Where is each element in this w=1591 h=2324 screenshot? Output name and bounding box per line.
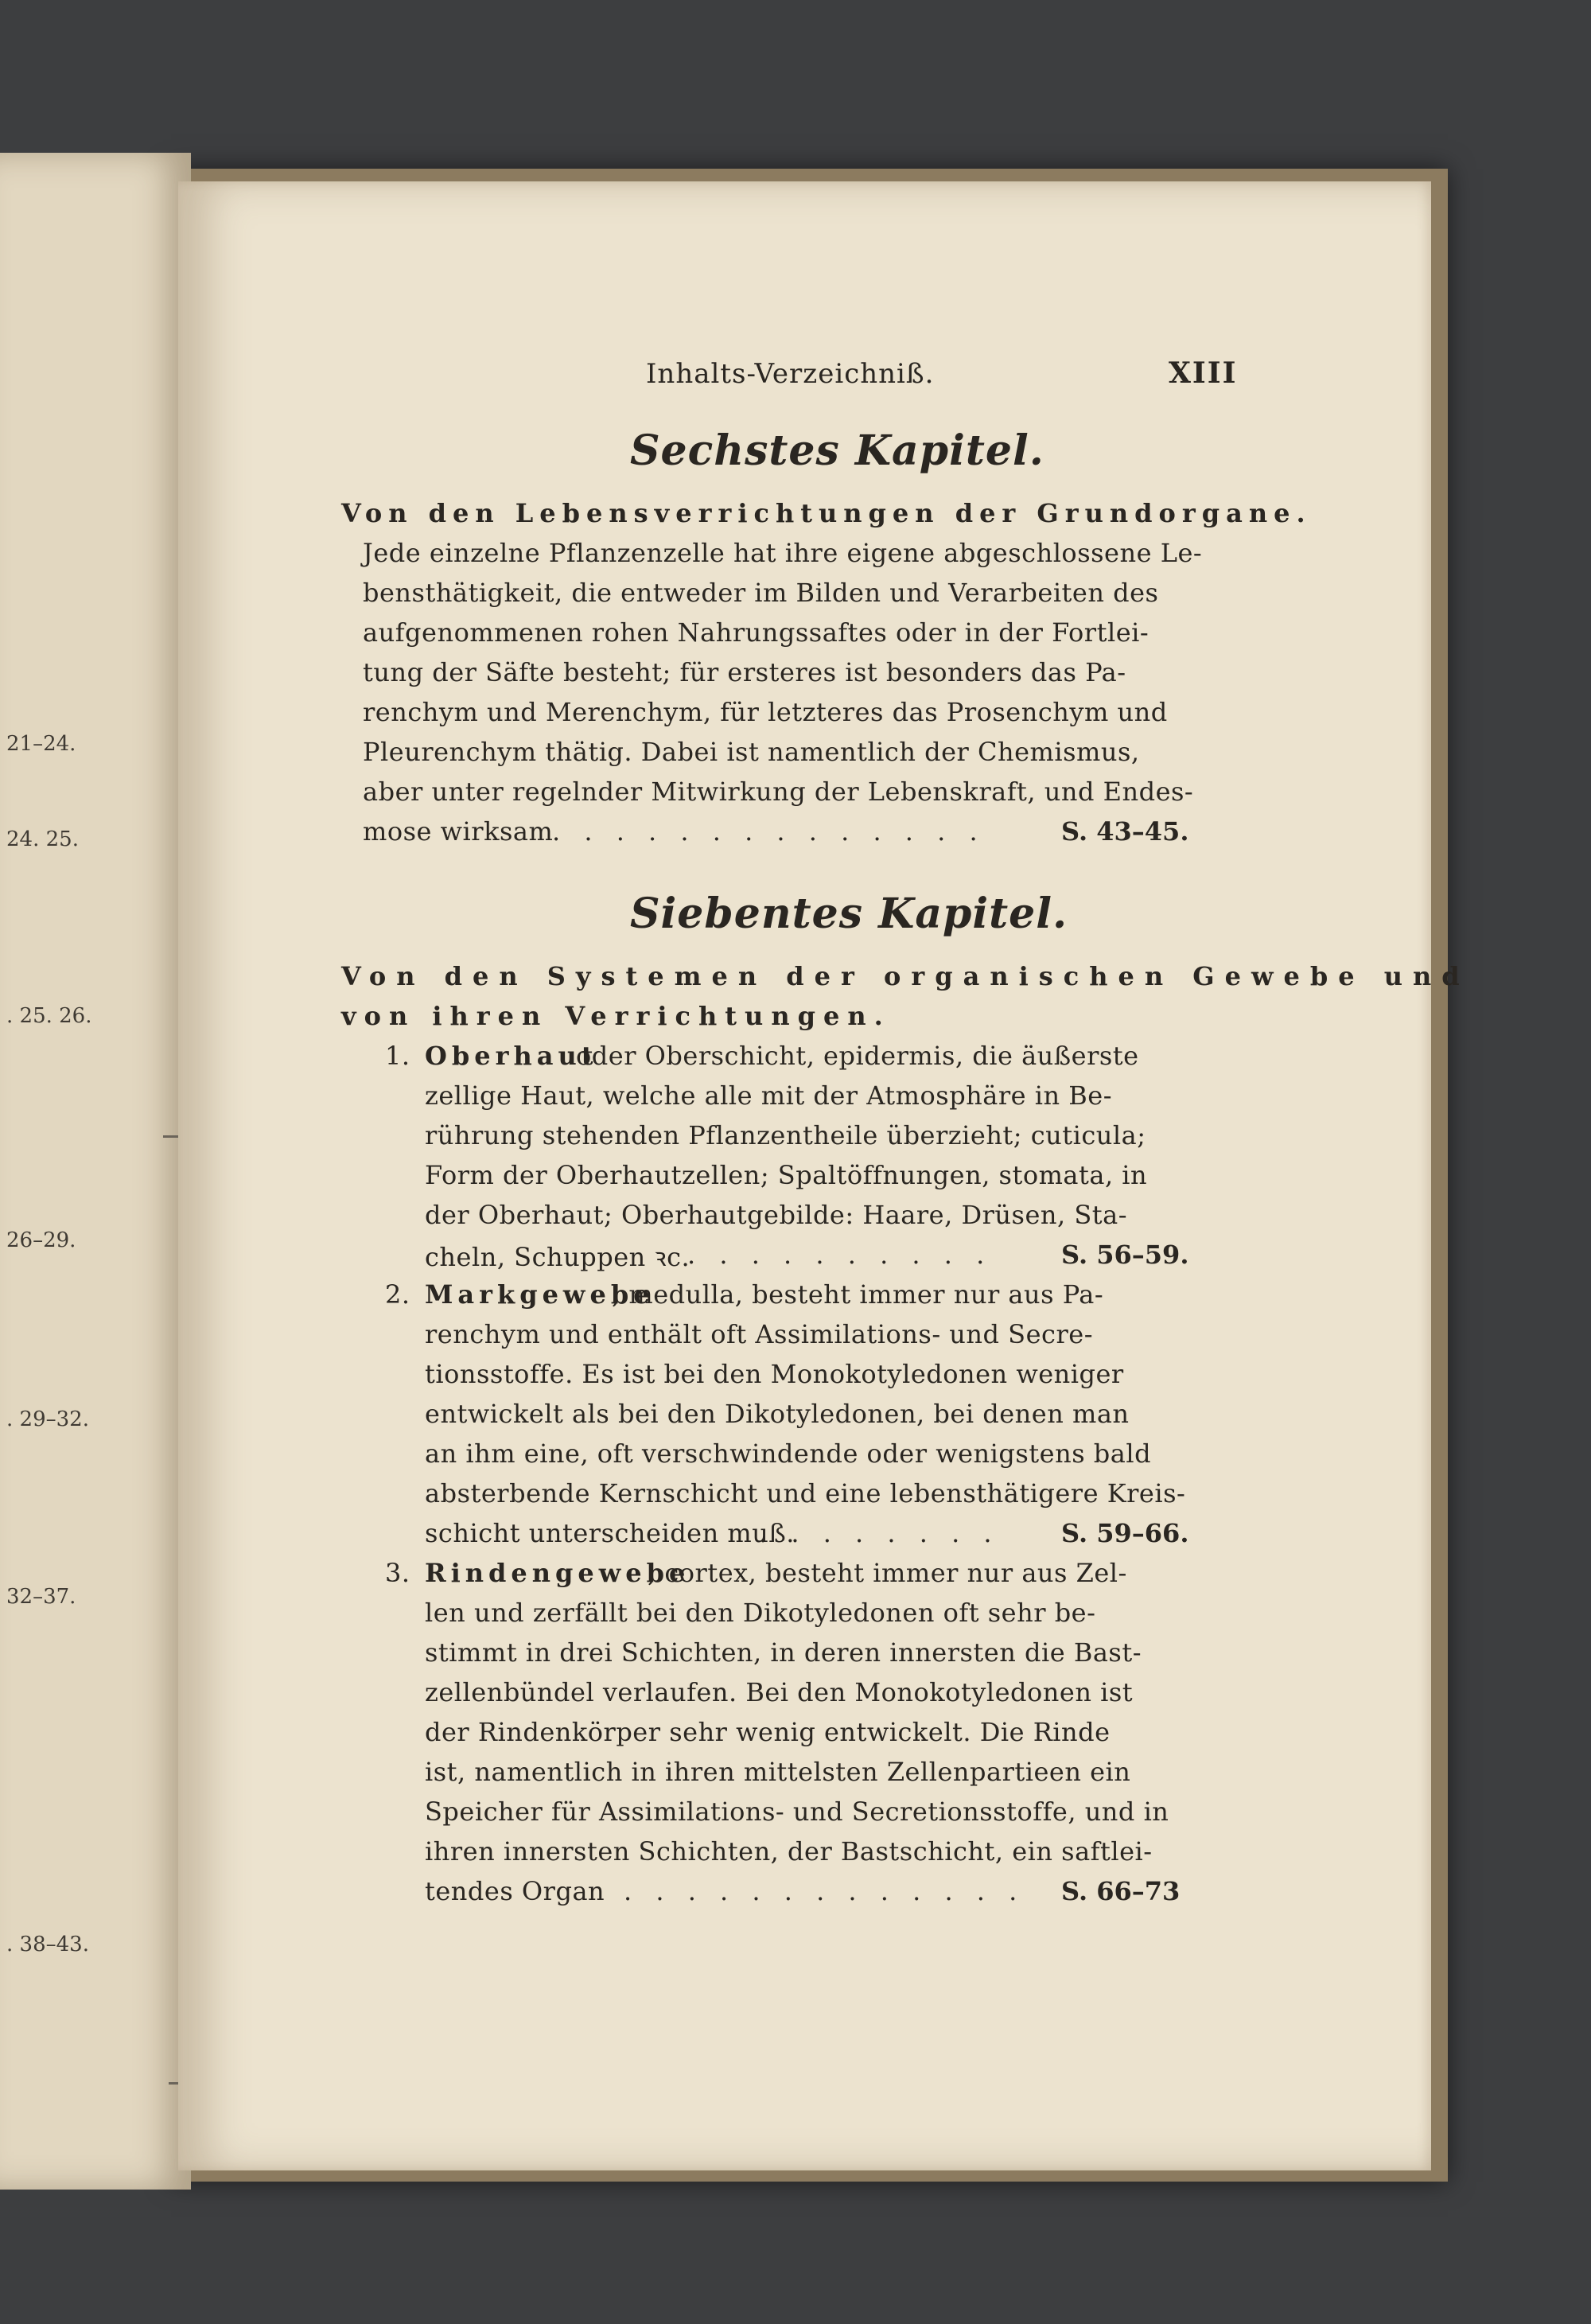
left-page-ref: 26–29. [6, 1228, 76, 1252]
chapter6-line: renchym und Merenchym, für letzteres das Prosenchym und [363, 697, 1168, 727]
chapter6-subtitle: Von den Lebensverrichtungen der Grundorgane. [341, 498, 1312, 528]
item-term: Oberhaut [425, 1041, 598, 1071]
item-line: ihren innersten Schichten, der Bastschicht, ein saftlei- [425, 1836, 1153, 1867]
item-number: 3. [385, 1558, 410, 1588]
item-term: Rindengewebe [425, 1558, 690, 1588]
left-page-ref: . 25. 26. [6, 1004, 92, 1028]
item-line: schicht unterscheiden muß. [425, 1518, 795, 1548]
item-line: Speicher für Assimilations- und Secretionsstoffe, und in [425, 1797, 1169, 1827]
page-number: XIII [1169, 356, 1238, 390]
chapter6-title: Sechstes Kapitel. [630, 426, 1044, 475]
item-number: 1. [385, 1041, 410, 1071]
item-line: absterbende Kernschicht und eine lebensthätigere Kreis- [425, 1478, 1186, 1508]
item-number: 2. [385, 1279, 410, 1310]
dot-leader: . . . . . . . . . . [687, 1240, 993, 1270]
left-page-ref: . 29–32. [6, 1407, 89, 1431]
dot-leader: . . . . . . . . [759, 1518, 1000, 1548]
chapter6-line: aufgenommenen rohen Nahrungssaftes oder in der Fortlei- [363, 617, 1149, 648]
left-page-ref: . 38–43. [6, 1933, 89, 1956]
item-line: Form der Oberhautzellen; Spaltöffnungen, stomata, in [425, 1160, 1148, 1190]
item-line: entwickelt als bei den Dikotyledonen, bei denen man [425, 1399, 1130, 1429]
item-term: Markgewebe [425, 1279, 655, 1310]
item-line: rührung stehenden Pflanzentheile überzieht; cuticula; [425, 1120, 1146, 1150]
item-line: oder Oberschicht, epidermis, die äußerste [576, 1041, 1139, 1071]
item-line: renchym und enthält oft Assimilations- und Secre- [425, 1319, 1093, 1349]
chapter6-line: tung der Säfte besteht; für ersteres ist besonders das Pa- [363, 657, 1126, 687]
chapter6-line: bensthätigkeit, die entweder im Bilden und Verarbeiten des [363, 578, 1159, 608]
chapter6-line: Pleurenchym thätig. Dabei ist namentlich der Chemismus, [363, 737, 1140, 767]
item-line: der Rindenkörper sehr wenig entwickelt. Die Rinde [425, 1717, 1111, 1747]
item-line: len und zerfällt bei den Dikotyledonen oft sehr be- [425, 1598, 1096, 1628]
chapter7-title: Siebentes Kapitel. [630, 890, 1068, 938]
chapter6-page-ref: S. 43–45. [1061, 816, 1189, 847]
item-line: cheln, Schuppen ꝛc. [425, 1242, 690, 1272]
item-line: tionsstoffe. Es ist bei den Monokotyledonen weniger [425, 1359, 1124, 1389]
left-page-ref: 21–24. [6, 732, 76, 756]
chapter7-subtitle: von ihren Verrichtungen. [341, 1001, 891, 1031]
item-line: , cortex, besteht immer nur aus Zel- [648, 1558, 1127, 1588]
item-line: , medulla, besteht immer nur aus Pa- [612, 1279, 1104, 1310]
dot-leader: . . . . . . . . . . . . . [624, 1876, 1025, 1906]
left-page-ref: 32–37. [6, 1585, 76, 1609]
item-line: stimmt in drei Schichten, in deren innersten die Bast- [425, 1637, 1142, 1668]
item-page-ref: S. 66–73 [1061, 1876, 1181, 1906]
left-page [0, 153, 191, 2190]
chapter6-line: aber unter regelnder Mitwirkung der Lebenskraft, und Endes- [363, 777, 1194, 807]
right-page [178, 181, 1470, 2170]
item-line: der Oberhaut; Oberhautgebilde: Haare, Drüsen, Sta- [425, 1200, 1127, 1230]
item-line: tendes Organ [425, 1876, 605, 1906]
item-line: ist, namentlich in ihren mittelsten Zellenpartieen ein [425, 1757, 1131, 1787]
item-line: an ihm eine, oft verschwindende oder wenigstens bald [425, 1438, 1152, 1469]
item-line: zellige Haut, welche alle mit der Atmosphäre in Be- [425, 1080, 1113, 1111]
left-page-ref: 24. 25. [6, 827, 79, 851]
chapter7-subtitle: Von den Systemen der organischen Gewebe und [341, 961, 1470, 991]
chapter6-line: mose wirksam [363, 816, 554, 847]
chapter6-line: Jede einzelne Pflanzenzelle hat ihre eigene abgeschlossene Le- [363, 538, 1203, 568]
item-page-ref: S. 59–66. [1061, 1518, 1189, 1548]
item-page-ref: S. 56–59. [1061, 1240, 1189, 1270]
item-line: zellenbündel verlaufen. Bei den Monokotyledonen ist [425, 1677, 1134, 1707]
dot-leader: . . . . . . . . . . . . . . [552, 816, 986, 847]
running-title: Inhalts-Verzeichniß. [646, 358, 935, 390]
